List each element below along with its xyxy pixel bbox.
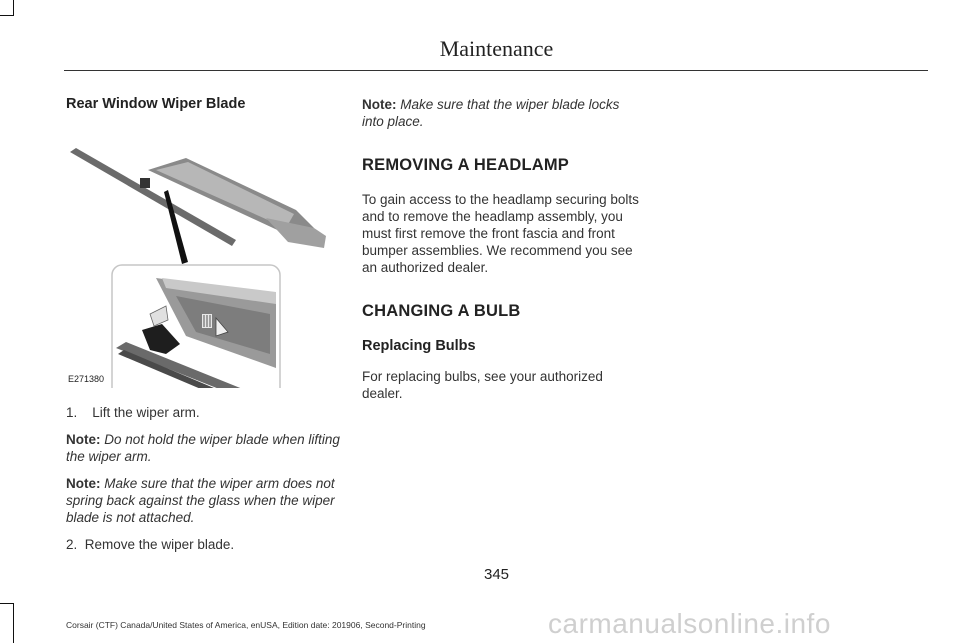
- note-3: [362, 96, 642, 130]
- step-1: [66, 404, 341, 421]
- section-heading-changing-bulb: CHANGING A BULB: [362, 302, 521, 320]
- crop-mark-top-left-v: [13, 0, 14, 16]
- section-body-replacing-bulbs: For replacing bulbs, see your authorized dealer.: [362, 369, 603, 401]
- note-3-text: Make sure that the wiper blade locks into place.: [362, 97, 620, 129]
- step-2: [66, 536, 341, 553]
- crop-mark-bottom-left-v: [13, 603, 14, 643]
- crop-mark-bottom-left-h: [0, 603, 14, 604]
- page-header-title: Maintenance: [439, 36, 554, 61]
- wiper-blade-illustration: [66, 118, 326, 388]
- header-rule: [64, 70, 928, 71]
- subheading-replacing-bulbs: Replacing Bulbs: [362, 338, 476, 354]
- crop-mark-top-left-h: [0, 15, 14, 16]
- step-1-number: 1.: [66, 405, 78, 420]
- note-3-label: Note:: [362, 97, 397, 112]
- step-2-number: 2.: [66, 537, 78, 552]
- figure-code: E271380: [68, 374, 105, 384]
- section-heading-removing-headlamp: REMOVING A HEADLAMP: [362, 156, 569, 174]
- note-1: [66, 431, 341, 465]
- section-body-removing-headlamp: To gain access to the headlamp securing bolts and to remove the headlamp assembly, you must first remove the front fascia and front bumper assemblies. We recommend you see an authorized dealer.: [362, 192, 639, 275]
- step-1-text: Lift the wiper arm.: [92, 405, 200, 420]
- note-1-text: Do not hold the wiper blade when lifting the wiper arm.: [66, 432, 340, 464]
- wiper-arm-highlight: [156, 162, 294, 228]
- note-2-label: Note:: [66, 476, 101, 491]
- step-2-text: Remove the wiper blade.: [84, 537, 235, 552]
- section-subheading: Rear Window Wiper Blade: [66, 96, 246, 112]
- note-2-text: Make sure that the wiper arm does not spring back against the glass when the wiper blade is not attached.: [66, 476, 335, 525]
- watermark: carmanualsonline.info: [548, 608, 831, 639]
- wiper-blade-drawing: [66, 118, 326, 388]
- page-number: 345: [483, 566, 510, 583]
- right-column: [362, 96, 642, 402]
- wiper-clip: [140, 178, 150, 188]
- note-2: [66, 475, 341, 526]
- left-column: [66, 96, 341, 553]
- callout-pointer: [164, 190, 188, 264]
- footer-edition-info: Corsair (CTF) Canada/United States of America, enUSA, Edition date: 201906, Second-Printing: [66, 620, 426, 630]
- note-1-label: Note:: [66, 432, 101, 447]
